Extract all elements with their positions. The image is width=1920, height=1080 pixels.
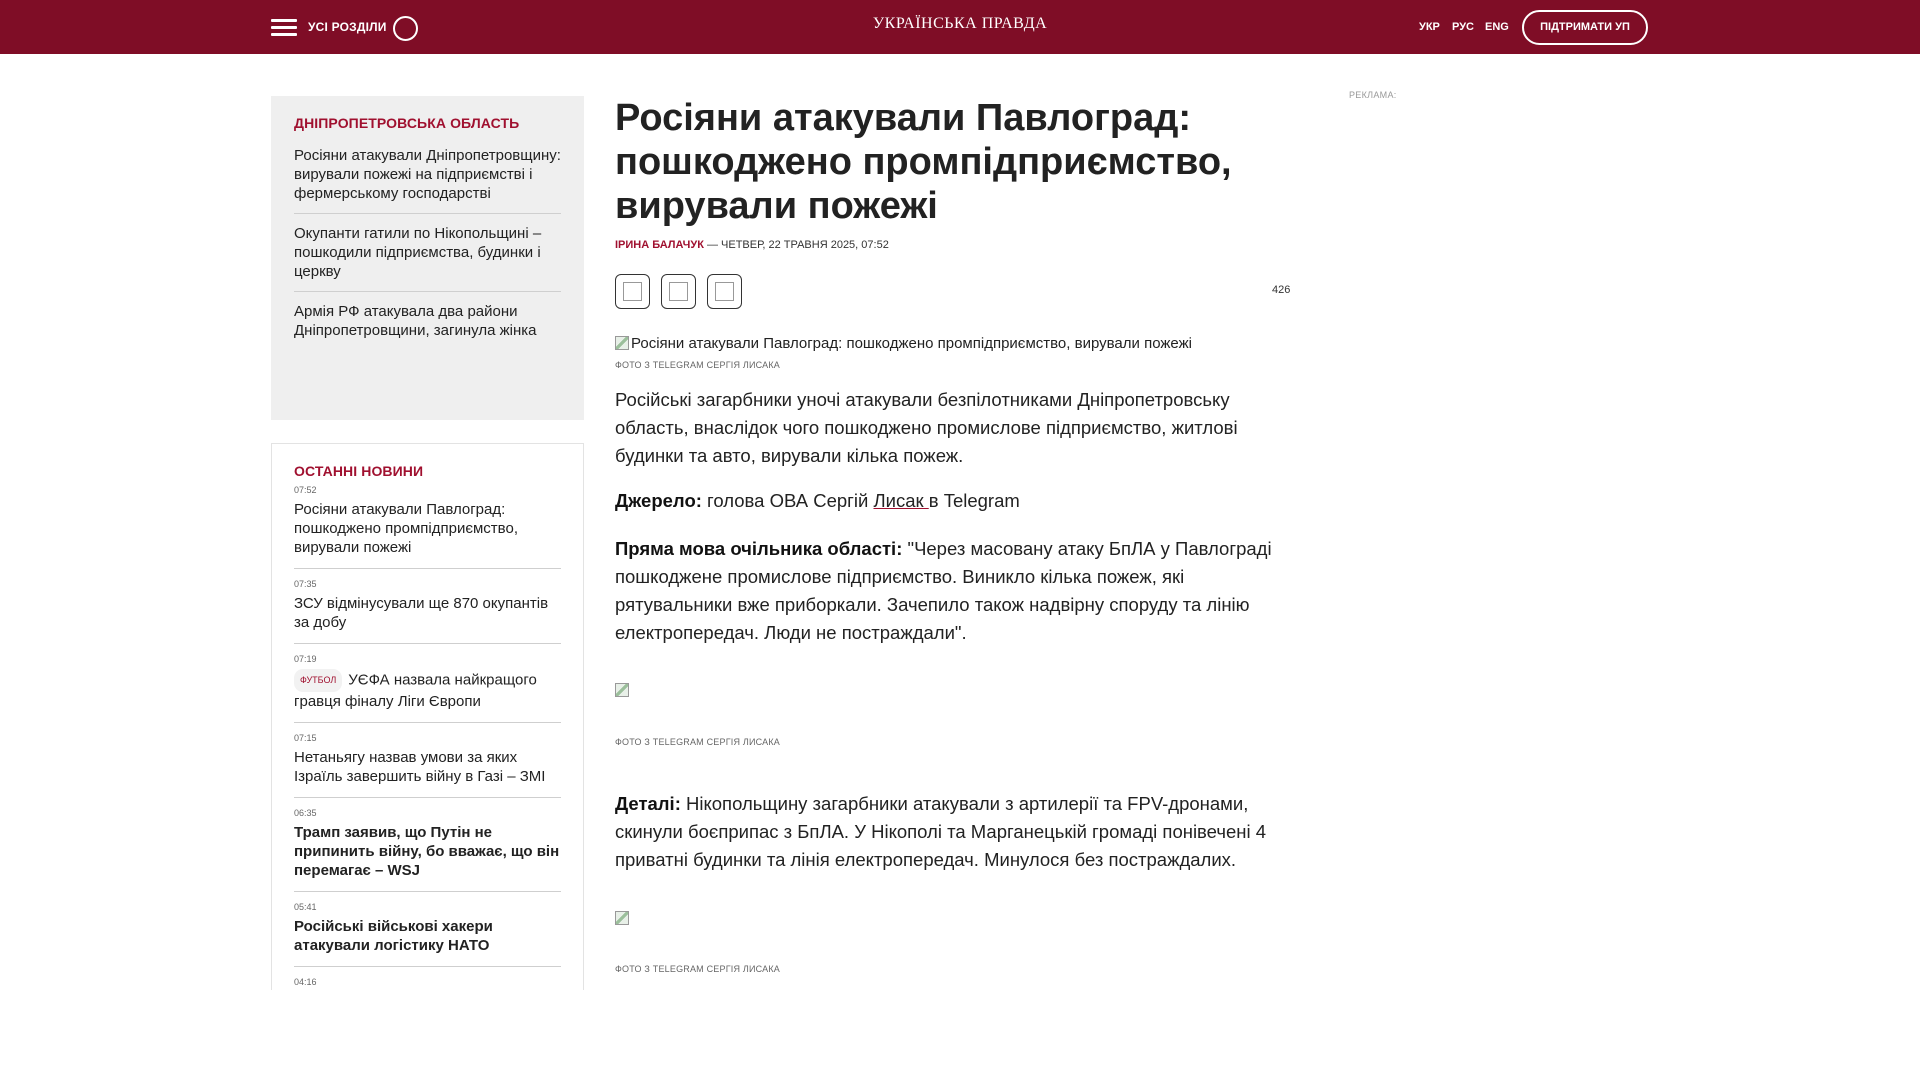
share-telegram-button[interactable] <box>707 274 742 309</box>
photo-credit-1: ФОТО З TELEGRAM СЕРГІЯ ЛИСАКА <box>615 737 780 747</box>
source-paragraph <box>615 487 1295 515</box>
share-facebook-button[interactable] <box>615 274 650 309</box>
article-lead: Російські загарбники уночі атакували безпілотниками Дніпропетровську область, внаслідок чого пошкоджено промислове підприємство, житлові будинки та авто, вирували кілька пожеж. <box>615 389 1238 466</box>
latest-news-item[interactable] <box>294 579 561 644</box>
quote-paragraph <box>615 535 1295 647</box>
quote-label: Пряма мова очільника області: <box>615 538 903 559</box>
support-button[interactable]: ПІДТРИМАТИ УП <box>1522 10 1648 45</box>
ad-label: РЕКЛАМА: <box>1349 90 1397 100</box>
news-time: 07:52 <box>294 485 317 495</box>
news-time: 06:35 <box>294 808 317 818</box>
top-navigation-bar <box>0 0 1920 54</box>
region-title[interactable]: ДНІПРОПЕТРОВСЬКА ОБЛАСТЬ <box>294 115 520 131</box>
twitter-icon <box>669 282 688 301</box>
source-label: Джерело: <box>615 490 702 511</box>
details-paragraph <box>615 790 1295 874</box>
main-image-alt: Росіяни атакували Павлоград: пошкоджено промпідприємство, вирували пожежі <box>631 335 1192 352</box>
photo-credit-2: ФОТО З TELEGRAM СЕРГІЯ ЛИСАКА <box>615 964 780 974</box>
site-logo[interactable]: УКРАЇНСЬКА ПРАВДА <box>872 15 1048 32</box>
latest-news-item[interactable] <box>294 733 561 798</box>
all-sections-link[interactable]: УСІ РОЗДІЛИ <box>308 20 387 34</box>
news-title-text: Російські військові хакери атакували логістику НАТО <box>294 918 493 954</box>
latest-news-item[interactable] <box>294 654 561 723</box>
news-time: 04:16 <box>294 977 317 987</box>
menu-icon[interactable] <box>271 19 297 37</box>
region-news-item[interactable]: Росіяни атакували Дніпропетровщину: вирували пожежі на підприємстві і фермерському господарстві <box>294 146 561 214</box>
latest-news-block <box>271 443 584 993</box>
news-title[interactable] <box>294 748 561 786</box>
latest-news-title[interactable]: ОСТАННІ НОВИНИ <box>294 463 424 479</box>
facebook-icon <box>623 282 642 301</box>
source-link[interactable]: Лисак <box>873 490 929 511</box>
news-time: 07:19 <box>294 654 317 664</box>
news-title-text: Нетаньягу назвав умови за яких Ізраїль завершить війну в Газі – ЗМІ <box>294 749 546 785</box>
news-title[interactable] <box>294 823 561 880</box>
main-photo-credit: ФОТО З TELEGRAM СЕРГІЯ ЛИСАКА <box>615 360 780 370</box>
views-count: 426 <box>1272 284 1291 296</box>
latest-news-item[interactable] <box>294 902 561 967</box>
latest-news-item[interactable] <box>294 808 561 892</box>
broken-image-icon <box>615 336 629 350</box>
share-twitter-button[interactable] <box>661 274 696 309</box>
search-icon[interactable] <box>393 16 418 41</box>
latest-news-item[interactable] <box>294 485 561 569</box>
news-time: 05:41 <box>294 902 317 912</box>
lang-ukr-link[interactable]: УКР <box>1419 21 1440 33</box>
page-bottom-fade <box>271 990 584 1080</box>
quote-text: "Через масовану атаку БпЛА у Павлограді пошкоджене промислове підприємство. Виникло кілька пожеж, які рятувальники вже приборкали. Зачепило також надвірну споруду та лінію електропередач. Люди не постраждали". <box>615 538 1272 643</box>
source-text: голова ОВА Сергій <box>701 490 874 511</box>
article-image-1 <box>615 682 631 700</box>
region-news-item[interactable]: Окупанти гатили по Нікопольщині – пошкодили підприємства, будинки і церкву <box>294 224 561 292</box>
byline-dash: — <box>706 239 722 251</box>
telegram-icon <box>715 282 734 301</box>
lang-rus-link[interactable]: РУС <box>1452 21 1474 33</box>
article-image-2 <box>615 910 631 928</box>
author-link[interactable]: ІРИНА БАЛАЧУК <box>615 239 704 251</box>
article-byline <box>615 239 889 251</box>
region-news-item[interactable]: Армія РФ атакувала два райони Дніпропетровщини, загинула жінка <box>294 303 537 339</box>
news-title[interactable] <box>294 917 561 955</box>
article-date: ЧЕТВЕР, 22 ТРАВНЯ 2025, 07:52 <box>721 239 889 251</box>
article-headline: Росіяни атакували Павлоград: пошкоджено промпідприємство, вирували пожежі <box>615 97 1232 227</box>
news-title-text: Росіяни атакували Павлоград: пошкоджено промпідприємство, вирували пожежі <box>294 501 518 556</box>
news-time: 07:15 <box>294 733 317 743</box>
news-time: 07:35 <box>294 579 317 589</box>
broken-image-icon <box>615 911 629 925</box>
details-text: Нікопольщину загарбники атакували з артилерії та FPV-дронами, скинули боєприпас з БпЛА. У Нікополі та Марганецькій громаді понівечені 4 приватні будинки та лінія електропередач. Минулося без постраждалих. <box>615 793 1267 870</box>
news-title-text: Трамп заявив, що Путін не припинить війну, бо вважає, що він перемагає – WSJ <box>294 824 560 879</box>
news-title[interactable] <box>294 669 561 711</box>
latest-news-list <box>294 485 561 1023</box>
main-image <box>615 335 1192 352</box>
news-title[interactable] <box>294 500 561 557</box>
news-title[interactable] <box>294 594 561 632</box>
news-tag[interactable]: ФУТБОЛ <box>294 669 342 692</box>
news-title-text: УЄФА назвала найкращого гравця фіналу Ліги Європи <box>294 671 537 710</box>
news-title-text: ЗСУ відмінусували ще 870 окупантів за добу <box>294 595 549 631</box>
details-label: Деталі: <box>615 793 681 814</box>
lang-eng-link[interactable]: ENG <box>1485 21 1509 33</box>
region-news-block <box>271 96 584 420</box>
broken-image-icon <box>615 683 629 697</box>
source-text-end: в Telegram <box>928 490 1020 511</box>
